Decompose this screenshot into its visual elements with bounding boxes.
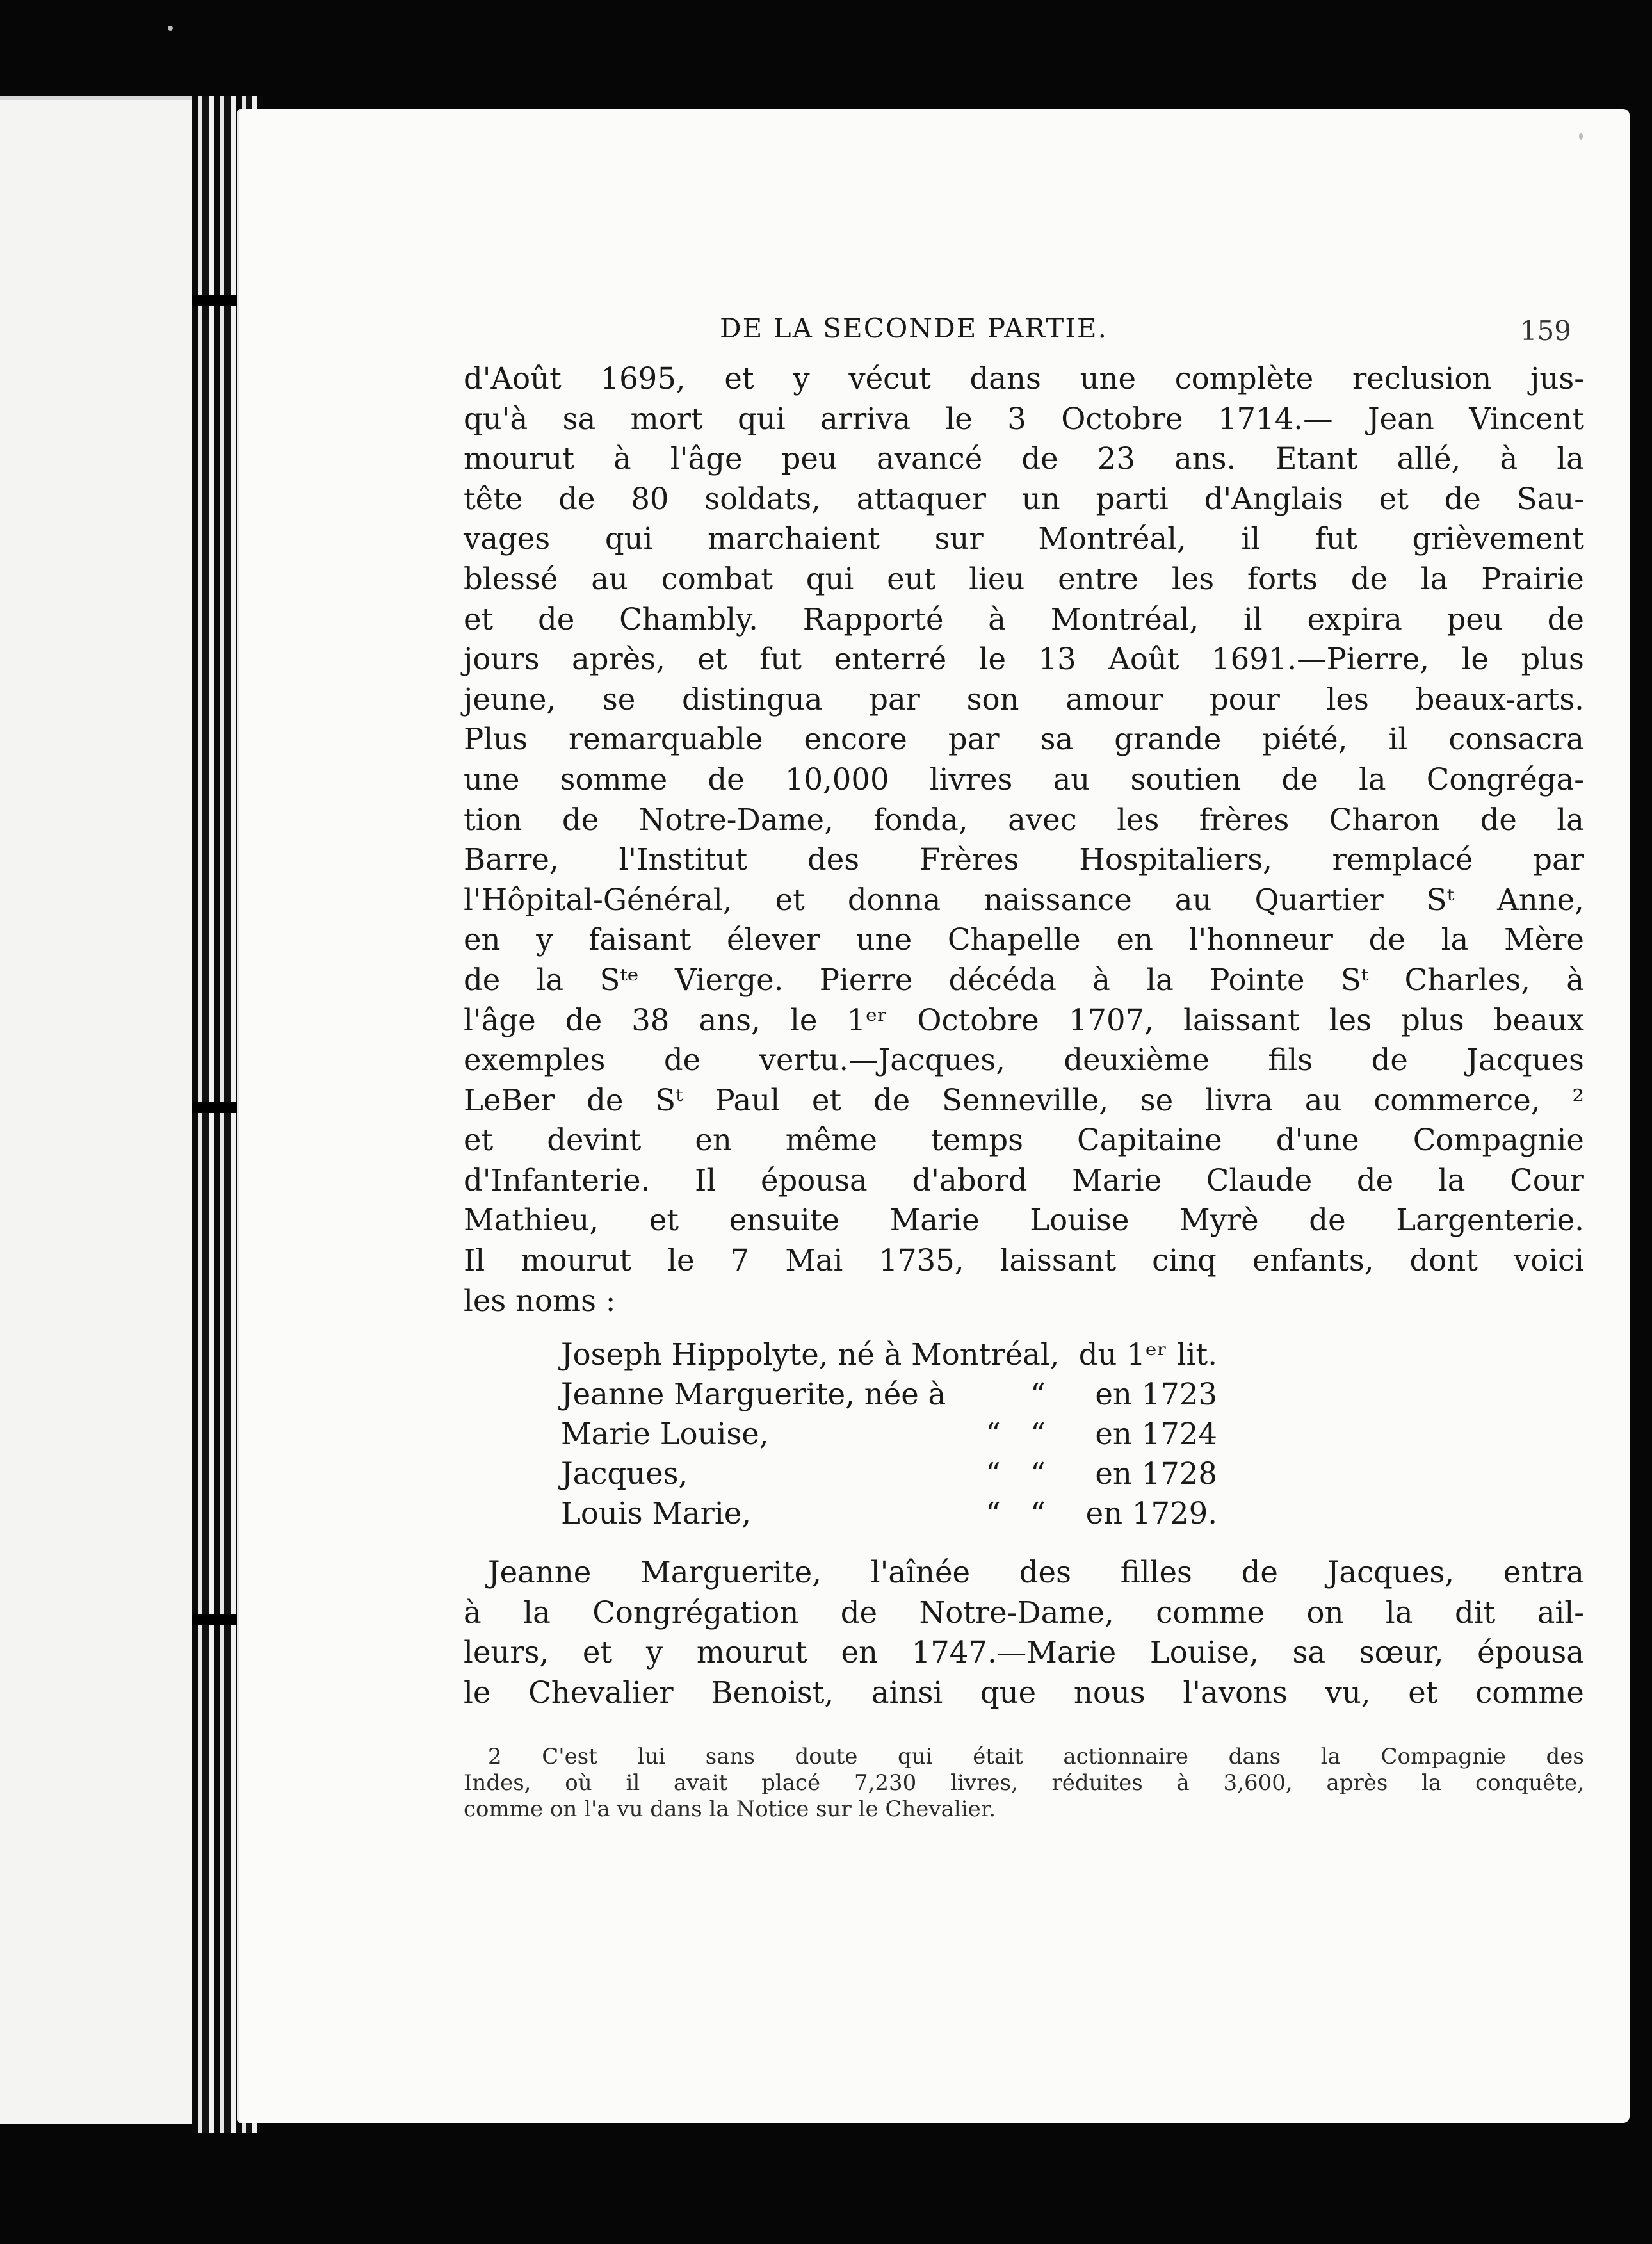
scan-speck bbox=[168, 26, 173, 31]
text-line: Barre, l'Institut des Frères Hospitaliers, remplacé par bbox=[464, 842, 1584, 877]
child-ditto1 bbox=[971, 1374, 1016, 1414]
text-line: l'âge de 38 ans, le 1ᵉʳ Octobre 1707, laissant les plus beaux bbox=[464, 1002, 1584, 1037]
text-line: d'Infanterie. Il épousa d'abord Marie Claude de la Cour bbox=[464, 1162, 1584, 1198]
child-row bbox=[561, 1414, 1217, 1454]
child-ditto1: “ bbox=[985, 1417, 1001, 1452]
text-line: qu'à sa mort qui arriva le 3 Octobre 1714.— Jean Vincent bbox=[464, 401, 1584, 436]
child-ditto2 bbox=[1016, 1335, 1060, 1374]
child-row bbox=[561, 1335, 1217, 1374]
text-line: Plus remarquable encore par sa grande piété, il consacra bbox=[464, 722, 1584, 757]
child-name-cell bbox=[561, 1335, 1060, 1374]
text-line: l'Hôpital-Général, et donna naissance au Quartier Sᵗ Anne, bbox=[464, 882, 1584, 917]
text-line: Indes, où il avait placé 7,230 livres, réduites à 3,600, après la conquête, bbox=[464, 1769, 1584, 1796]
child-year: en 1723 bbox=[1095, 1377, 1217, 1412]
text-line: jeune, se distingua par son amour pour les beaux-arts. bbox=[464, 681, 1584, 717]
child-ditto2: “ bbox=[1030, 1456, 1046, 1492]
child-name: Louis Marie, bbox=[561, 1496, 752, 1531]
text-line: en y faisant élever une Chapelle en l'honneur de la Mère bbox=[464, 922, 1584, 957]
child-name-cell bbox=[561, 1493, 971, 1533]
child-ditto1: “ bbox=[985, 1496, 1001, 1531]
scan-speck bbox=[1579, 133, 1583, 140]
previous-page-edge bbox=[0, 96, 211, 2124]
main-paragraph bbox=[464, 359, 1584, 1321]
text-line: Mathieu, et ensuite Marie Louise Myrè de Largenterie. bbox=[464, 1203, 1584, 1238]
child-name: Joseph Hippolyte, bbox=[561, 1337, 829, 1372]
child-row bbox=[561, 1374, 1217, 1414]
book-page bbox=[237, 109, 1630, 2123]
child-born: née à bbox=[864, 1377, 946, 1412]
child-name: Jeanne Marguerite, bbox=[561, 1377, 855, 1412]
text-line: leurs, et y mourut en 1747.—Marie Louise, sa sœur, épousa bbox=[464, 1635, 1584, 1670]
running-head bbox=[464, 313, 1584, 359]
child-row bbox=[561, 1454, 1217, 1493]
child-name: Jacques, bbox=[561, 1456, 688, 1492]
child-ditto1: “ bbox=[985, 1456, 1001, 1492]
child-year: en 1724 bbox=[1095, 1417, 1217, 1452]
text-line: d'Août 1695, et y vécut dans une complète reclusion jus- bbox=[464, 361, 1584, 396]
text-line: tête de 80 soldats, attaquer un parti d'Anglais et de Sau- bbox=[464, 481, 1584, 516]
text-line: Jeanne Marguerite, l'aînée des filles de Jacques, entra bbox=[488, 1555, 1584, 1590]
text-line: blessé au combat qui eut lieu entre les forts de la Prairie bbox=[464, 561, 1584, 596]
text-line: exemples de vertu.—Jacques, deuxième fils de Jacques bbox=[464, 1043, 1584, 1078]
child-ditto2: “ bbox=[1030, 1496, 1046, 1531]
child-name-cell bbox=[561, 1454, 971, 1493]
page-number: 159 bbox=[1519, 315, 1571, 346]
child-year: en 1728 bbox=[1095, 1456, 1217, 1492]
text-line: 2 C'est lui sans doute qui était actionnaire dans la Compagnie des bbox=[488, 1743, 1584, 1769]
text-line: de la Sᵗᵉ Vierge. Pierre décéda à la Pointe Sᵗ Charles, à bbox=[464, 962, 1584, 997]
child-name-cell bbox=[561, 1374, 971, 1414]
footnote bbox=[464, 1744, 1584, 1823]
child-row bbox=[561, 1493, 1217, 1533]
child-year: en 1729. bbox=[1085, 1496, 1217, 1531]
running-title: DE LA SECONDE PARTIE. bbox=[720, 313, 1108, 344]
child-ditto1 bbox=[971, 1335, 1016, 1374]
text-line: mourut à l'âge peu avancé de 23 ans. Etant allé, à la bbox=[464, 441, 1584, 476]
text-line: et de Chambly. Rapporté à Montréal, il expira peu de bbox=[464, 601, 1584, 637]
closing-paragraph bbox=[464, 1552, 1584, 1712]
child-year: du 1ᵉʳ lit. bbox=[1078, 1337, 1217, 1372]
text-line: une somme de 10,000 livres au soutien de la Congréga- bbox=[464, 761, 1584, 797]
child-ditto2: “ bbox=[1030, 1417, 1046, 1452]
text-line: jours après, et fut enterré le 13 Août 1691.—Pierre, le plus bbox=[464, 642, 1584, 677]
text-line: les noms : bbox=[464, 1283, 616, 1318]
child-born: né à Montréal, bbox=[838, 1337, 1060, 1372]
child-name: Marie Louise, bbox=[561, 1417, 769, 1452]
text-line: Il mourut le 7 Mai 1735, laissant cinq enfants, dont voici bbox=[464, 1243, 1584, 1278]
text-line: le Chevalier Benoist, ainsi que nous l'avons vu, et comme bbox=[464, 1675, 1584, 1711]
text-line: vages qui marchaient sur Montréal, il fut grièvement bbox=[464, 521, 1584, 557]
text-line: et devint en même temps Capitaine d'une Compagnie bbox=[464, 1123, 1584, 1158]
children-list bbox=[561, 1335, 1217, 1533]
text-line: à la Congrégation de Notre-Dame, comme on la dit ail- bbox=[464, 1595, 1584, 1630]
child-name-cell bbox=[561, 1414, 971, 1454]
text-line: tion de Notre-Dame, fonda, avec les frères Charon de la bbox=[464, 802, 1584, 837]
page-text bbox=[464, 313, 1584, 1823]
text-line: comme on l'a vu dans la Notice sur le Chevalier. bbox=[464, 1796, 996, 1822]
text-line: LeBer de Sᵗ Paul et de Senneville, se livra au commerce, ² bbox=[464, 1082, 1584, 1118]
child-ditto2: “ bbox=[1030, 1377, 1046, 1412]
